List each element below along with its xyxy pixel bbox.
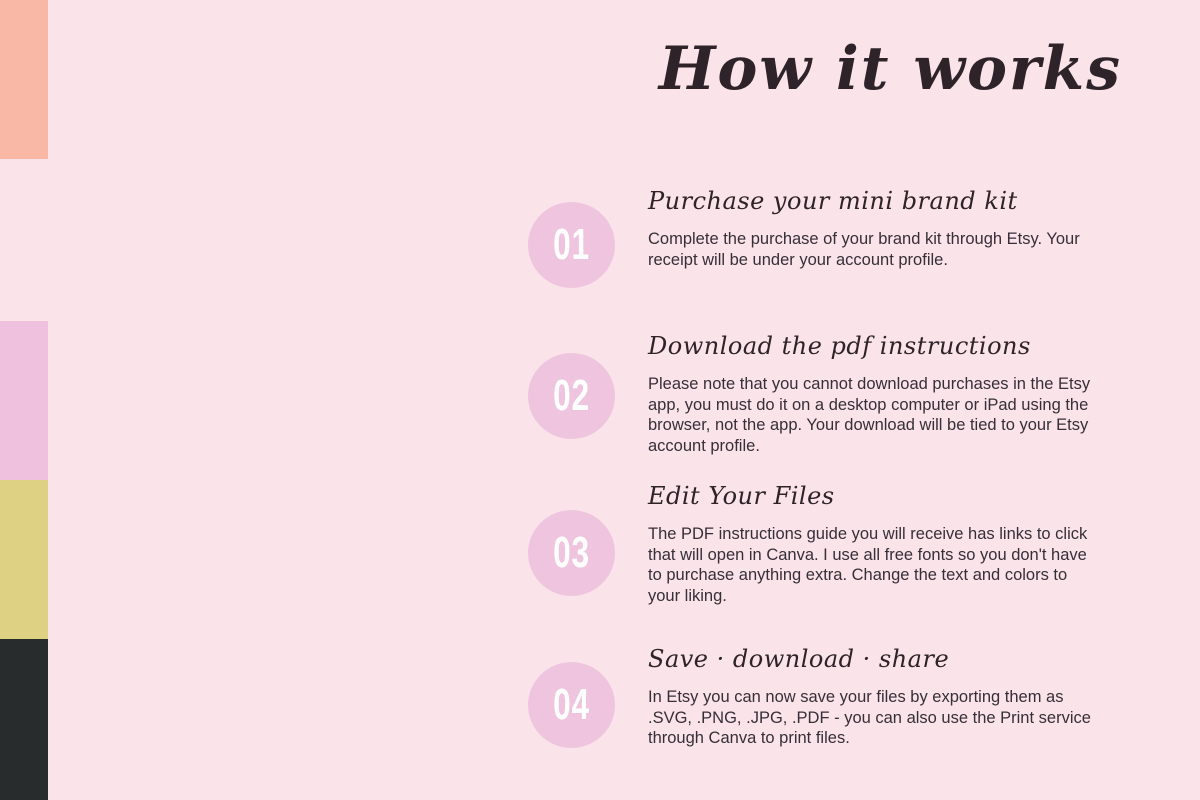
- step-number: 01: [553, 220, 590, 269]
- step-item-4: [528, 644, 1093, 749]
- palette-swatch-pink: [0, 321, 48, 480]
- step-heading: Save · download · share: [648, 645, 950, 673]
- step-item-3: [528, 481, 1093, 606]
- step-number-badge: [528, 662, 615, 748]
- step-body: In Etsy you can now save your files by exporting them as .SVG, .PNG, .JPG, .PDF - you can also use the Print service through Canva to print files.: [648, 688, 1091, 747]
- step-number-badge: [528, 353, 615, 439]
- step-number: 03: [553, 528, 590, 577]
- step-body: Please note that you cannot download purchases in the Etsy app, you must do it on a desktop computer or iPad using the browser, not the app. Your download will be tied to your Etsy account profile.: [648, 375, 1091, 455]
- step-number: 04: [553, 680, 590, 729]
- step-item-1: [528, 186, 1093, 288]
- step-heading: Download the pdf instructions: [648, 332, 1031, 360]
- page-title: How it works: [658, 34, 1122, 104]
- step-item-2: [528, 331, 1093, 456]
- palette-swatch-charcoal: [0, 639, 48, 800]
- step-body: Complete the purchase of your brand kit through Etsy. Your receipt will be under your account profile.: [648, 230, 1080, 269]
- step-heading: Purchase your mini brand kit: [648, 187, 1018, 215]
- step-heading: Edit Your Files: [648, 482, 835, 510]
- palette-swatch-yellow: [0, 480, 48, 639]
- step-body: The PDF instructions guide you will receive has links to click that will open in Canva. I use all free fonts so you don't have to purchase anything extra. Change the text and colors to your liking.: [648, 525, 1088, 605]
- step-number-badge: [528, 510, 615, 596]
- palette-swatch-peach: [0, 0, 48, 159]
- step-number-badge: [528, 202, 615, 288]
- step-number: 02: [553, 371, 590, 420]
